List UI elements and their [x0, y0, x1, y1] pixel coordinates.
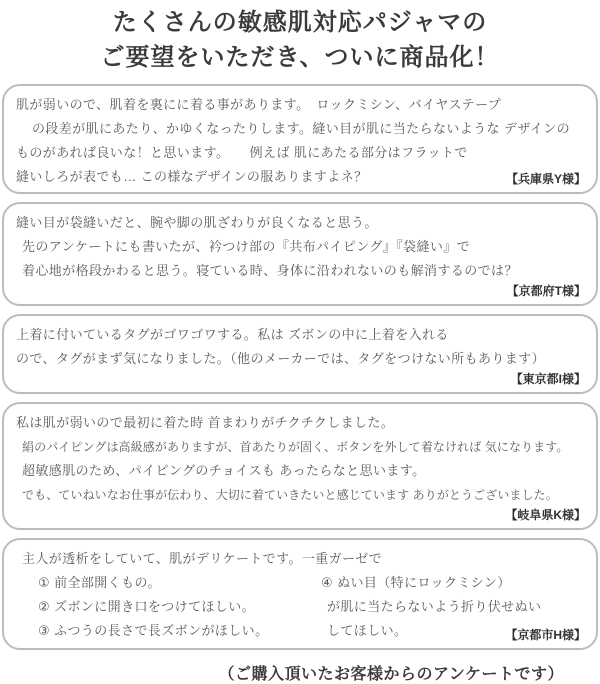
page-title-line2: ご要望をいただき、ついに商品化！ [100, 45, 500, 71]
testimonial-list-item: ② ズボンに開き口をつけてほしい。 [38, 599, 256, 614]
testimonial-line: 絹のパイピングは高級感がありますが、首あたりが固く、ボタンを外して着なければ 気になります。 [22, 440, 569, 454]
testimonial-column-left [16, 571, 321, 643]
testimonial-line: 着心地が格段かわると思う。寝ている時、身体に沿われないのも解消するのでは？ [22, 263, 518, 278]
testimonial-columns [16, 571, 588, 643]
testimonial-card-3 [2, 314, 598, 394]
testimonial-line: 上着に付いているタグがゴワゴワする。私は ズボンの中に上着を入れる [16, 327, 449, 342]
testimonial-line: ものがあれば良いな！と思います。 例えば 肌にあたる部分はフラットで [16, 145, 468, 160]
page-title-line1: たくさんの敏感肌対応パジャマの [112, 10, 488, 36]
testimonial-line: 主人が透析をしていて、肌がデリケートです。一重ガーゼで [22, 551, 382, 566]
testimonial-line: 縫いしろが表でも… この様なデザインの服ありますよネ？ [16, 169, 368, 184]
testimonial-line: してほしい。 [327, 623, 408, 638]
testimonial-list-item: ④ ぬい目（特にロックミシン） [321, 575, 511, 590]
testimonial-line: の段差が肌にあたり、かゆくなったりします。縫い目が肌に当たらないような デザインの [32, 121, 571, 136]
testimonial-line: 縫い目が袋縫いだと、腕や脚の肌ざわりが良くなると思う。 [16, 215, 378, 230]
testimonial-line: 先のアンケートにも書いたが、衿つけ部の『共布パイピング』『袋縫い』で [22, 239, 471, 254]
testimonial-line: 超敏感肌のため、パイピングのチョイスも あったらなと思います。 [22, 463, 426, 478]
page-title [0, 0, 600, 84]
testimonial-line: 肌が弱いので、肌着を裏にに着る事があります。 ロックミシン、バイヤステープ [16, 97, 502, 112]
testimonial-line: 私は肌が弱いので最初に着た時 首まわりがチクチクしました。 [16, 415, 395, 430]
testimonial-card-4 [2, 402, 598, 530]
attribution: 【京都市H様】 [505, 628, 586, 642]
attribution: 【岐阜県K様】 [505, 508, 586, 522]
footer-caption: （ご購入頂いたお客様からのアンケートです） [218, 666, 564, 683]
testimonial-list-item: ① 前全部開くもの。 [38, 575, 161, 590]
testimonial-line: でも、ていねいなお仕事が伝わり、大切に着ていきたいと感じています ありがとうございました。 [22, 488, 558, 502]
testimonial-card-5 [2, 538, 598, 650]
testimonial-card-1 [2, 84, 598, 194]
testimonial-line: が肌に当たらないよう折り伏せぬい [327, 599, 542, 614]
testimonial-line: ので、タグがまず気になりました。（他のメーカーでは、タグをつけない所もあります） [16, 351, 545, 366]
attribution: 【兵庫県Y様】 [505, 172, 586, 186]
attribution: 【京都府T様】 [506, 284, 586, 298]
testimonial-card-2 [2, 202, 598, 306]
testimonial-list-item: ③ ふつうの長さで長ズボンがほしい。 [38, 623, 269, 638]
attribution: 【東京都I様】 [510, 372, 586, 386]
